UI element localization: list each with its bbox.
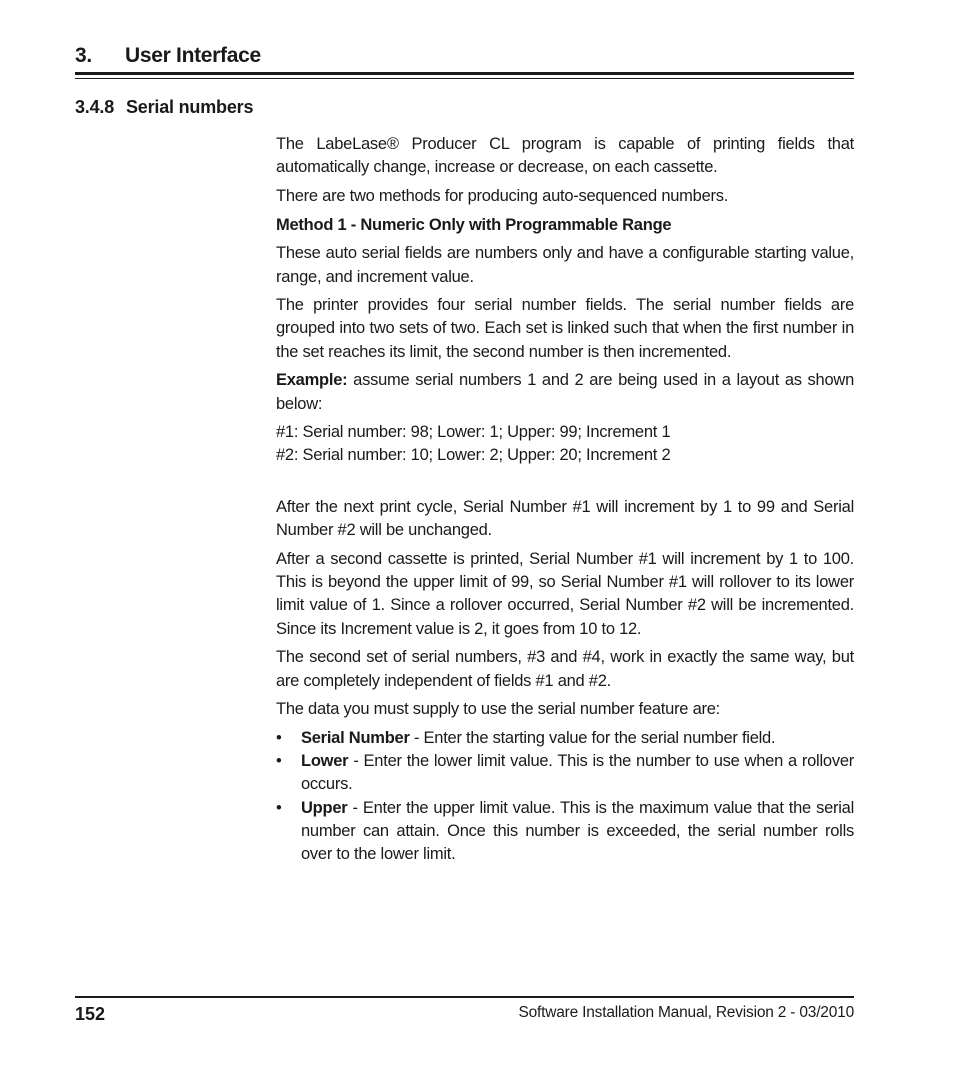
example-line-1: #1: Serial number: 98; Lower: 1; Upper: 99; Increment 1 (276, 423, 671, 442)
bullet-icon: • (276, 752, 282, 771)
bullet-term: Serial Number (301, 728, 410, 747)
section-title: Serial numbers (126, 97, 254, 117)
bullet-description: - Enter the upper limit value. This is the maximum value that the serial number can attain. Once this number is exceeded, the serial number rolls over to the lower limit. (301, 798, 854, 863)
chapter-header (75, 44, 854, 72)
footer-text: Software Installation Manual, Revision 2 - 03/2010 (518, 1004, 854, 1021)
bullet-description: - Enter the starting value for the serial number field. (409, 728, 776, 747)
chapter-title: User Interface (125, 44, 261, 67)
header-rule-thick (75, 72, 854, 75)
example-line-2: #2: Serial number: 10; Lower: 2; Upper: 20; Increment 2 (276, 446, 671, 465)
second-set-paragraph: The second set of serial numbers, #3 and #4, work in exactly the same way, but are completely independent of fields #1 and #2. (276, 648, 854, 690)
method1-heading: Method 1 - Numeric Only with Programmable Range (276, 215, 672, 234)
data-intro-paragraph: The data you must supply to use the serial number feature are: (276, 700, 721, 719)
bullet-term: Upper (301, 798, 348, 817)
header-rule-thin (75, 78, 854, 79)
after-paragraph-2: After a second cassette is printed, Serial Number #1 will increment by 1 to 100. This is beyond the upper limit of 99, so Serial Number #1 will rollover to its lower limit value of 1. Since a rollover occurred, Serial Number #2 will be incremented. Since its Increment value is 2, it goes from 10 to 12. (276, 550, 854, 638)
body-content (276, 133, 854, 866)
list-item (276, 750, 854, 796)
list-item (276, 727, 854, 750)
method1-paragraph-2: The printer provides four serial number fields. The serial number fields are grouped into two sets of two. Each set is linked such that when the first number in the set reaches its limit, the second number is then incremented. (276, 296, 854, 361)
list-item (276, 797, 854, 867)
bullet-description: - Enter the lower limit value. This is the number to use when a rollover occurs. (301, 752, 854, 794)
section-number: 3.4.8 (75, 97, 115, 117)
bullet-icon: • (276, 728, 282, 747)
field-bullet-list (276, 727, 854, 866)
bullet-icon: • (276, 798, 282, 817)
footer-rule (75, 996, 854, 998)
example-paragraph (276, 369, 854, 415)
chapter-number: 3. (75, 44, 92, 67)
section-heading (75, 97, 253, 118)
bullet-term: Lower (301, 752, 349, 771)
method1-paragraph-1: These auto serial fields are numbers only and have a configurable starting value, range, and increment value. (276, 244, 854, 286)
spacer (276, 473, 854, 496)
page-number: 152 (75, 1004, 106, 1024)
after-paragraph-1: After the next print cycle, Serial Number #1 will increment by 1 to 99 and Serial Number #2 will be unchanged. (276, 498, 854, 540)
intro-paragraph: The LabeLase® Producer CL program is capable of printing fields that automatically change, increase or decrease, on each cassette. (276, 135, 854, 177)
methods-intro-paragraph: There are two methods for producing auto-sequenced numbers. (276, 186, 729, 205)
example-label: Example: (276, 371, 348, 390)
example-text: assume serial numbers 1 and 2 are being used in a layout as shown below: (276, 371, 854, 413)
